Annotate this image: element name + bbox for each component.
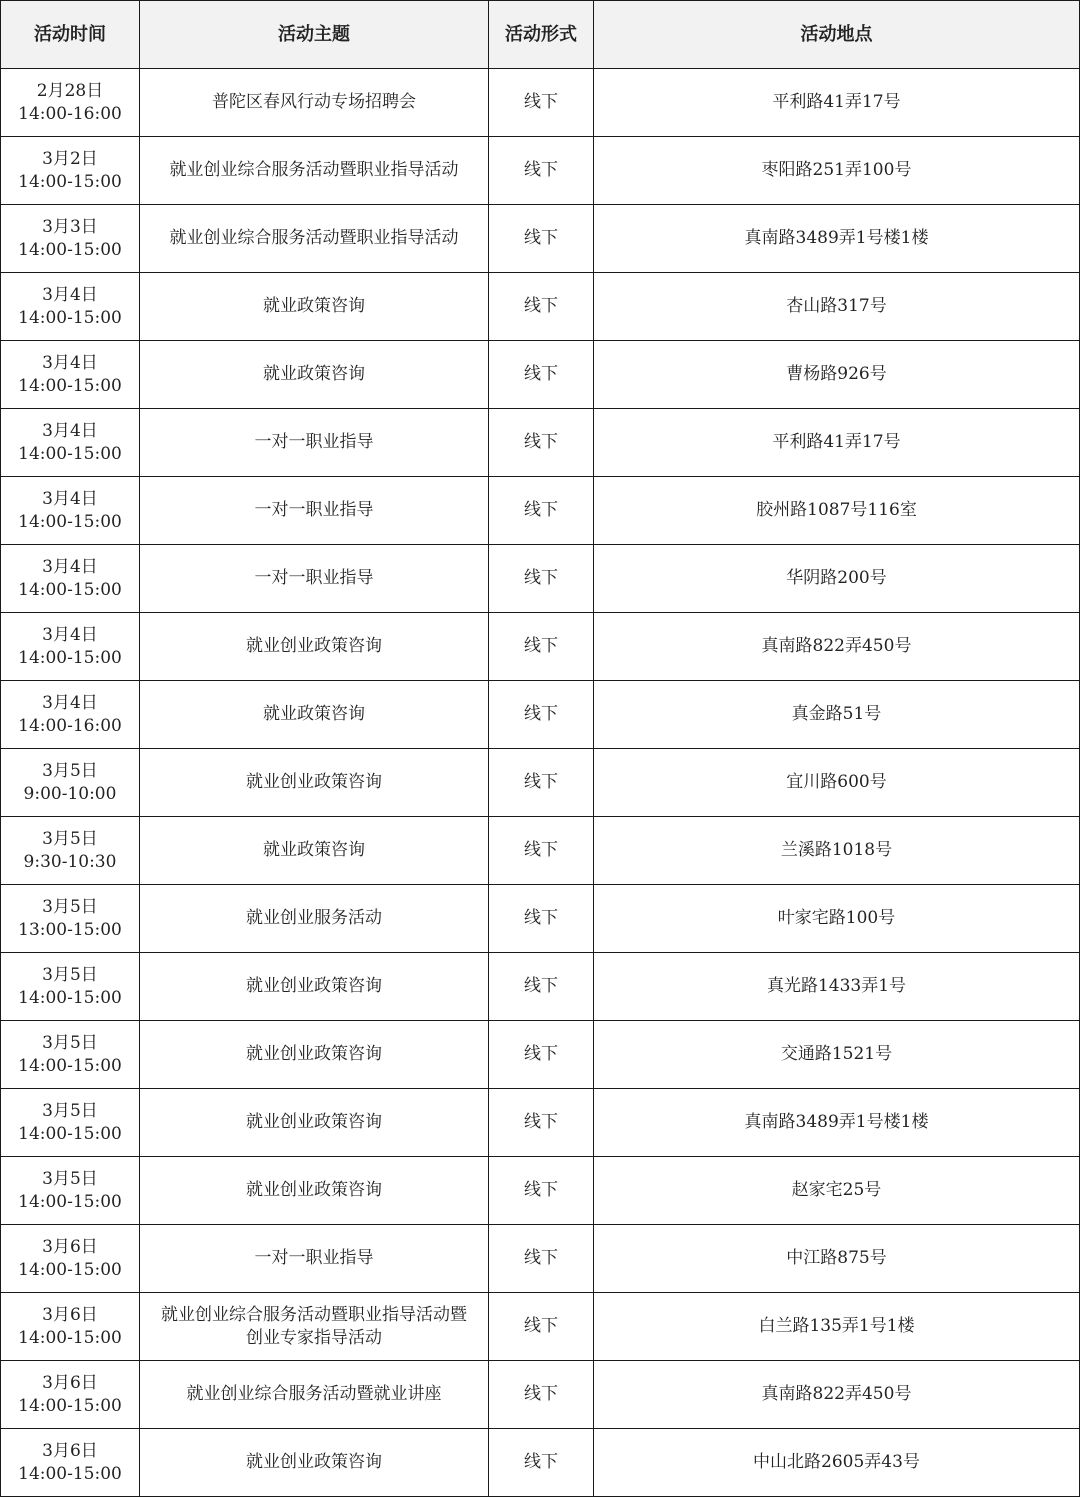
table-row [1,273,1080,341]
cell-theme [140,1089,489,1157]
table-row [1,1361,1080,1429]
cell-location: 中山北路2605弄43号 [594,1429,1080,1497]
activity-theme: 一对一职业指导 [254,500,374,520]
cell-location: 赵家宅25号 [594,1157,1080,1225]
activity-date: 3月4日 [42,488,98,509]
activity-time: 9:00-10:00 [23,783,117,804]
activity-time: 14:00-15:00 [18,375,122,396]
cell-format: 线下 [489,341,594,409]
cell-location: 真光路1433弄1号 [594,953,1080,1021]
cell-location: 中江路875号 [594,1225,1080,1293]
activity-theme: 普陀区春风行动专场招聘会 [212,92,416,112]
cell-time [1,205,140,273]
cell-location: 真南路3489弄1号楼1楼 [594,1089,1080,1157]
cell-theme [140,477,489,545]
cell-location: 平利路41弄17号 [594,409,1080,477]
cell-time [1,1089,140,1157]
table-row [1,953,1080,1021]
header-row [1,1,1080,69]
table-row [1,409,1080,477]
cell-time [1,1429,140,1497]
activity-theme: 就业创业综合服务活动暨职业指导活动暨 [161,1304,467,1325]
cell-location: 真南路3489弄1号楼1楼 [594,205,1080,273]
activity-date: 3月5日 [42,1100,98,1121]
activity-date: 3月5日 [42,1168,98,1189]
cell-format: 线下 [489,273,594,341]
cell-time [1,1021,140,1089]
cell-format: 线下 [489,953,594,1021]
cell-time [1,273,140,341]
table-row [1,681,1080,749]
cell-theme [140,273,489,341]
activity-time: 14:00-15:00 [18,1191,122,1212]
cell-theme [140,1293,489,1361]
activity-theme: 就业创业政策咨询 [246,772,382,792]
activity-time: 14:00-15:00 [18,171,122,192]
cell-location: 叶家宅路100号 [594,885,1080,953]
activity-time: 14:00-15:00 [18,1055,122,1076]
cell-format: 线下 [489,545,594,613]
cell-format: 线下 [489,1361,594,1429]
cell-theme [140,749,489,817]
activity-date: 3月5日 [42,828,98,849]
cell-location: 曹杨路926号 [594,341,1080,409]
cell-location: 杏山路317号 [594,273,1080,341]
cell-theme [140,817,489,885]
activity-date: 3月5日 [42,896,98,917]
cell-time [1,1225,140,1293]
activity-date: 3月4日 [42,624,98,645]
cell-location: 真南路822弄450号 [594,1361,1080,1429]
cell-time [1,69,140,137]
cell-format: 线下 [489,1293,594,1361]
cell-theme [140,681,489,749]
activity-theme: 一对一职业指导 [254,1248,374,1268]
activity-theme: 就业创业综合服务活动暨就业讲座 [186,1384,442,1404]
cell-time [1,1361,140,1429]
cell-time [1,1293,140,1361]
activity-theme: 一对一职业指导 [254,568,374,588]
cell-theme [140,69,489,137]
activity-time: 14:00-16:00 [18,103,122,124]
cell-theme [140,1429,489,1497]
cell-format: 线下 [489,1429,594,1497]
activity-date: 3月4日 [42,284,98,305]
activity-date: 3月2日 [42,148,98,169]
activity-time: 14:00-15:00 [18,1259,122,1280]
cell-time [1,817,140,885]
cell-location: 交通路1521号 [594,1021,1080,1089]
cell-time [1,409,140,477]
activity-time: 14:00-15:00 [18,443,122,464]
cell-time [1,749,140,817]
header-theme: 活动主题 [140,1,489,69]
table-row [1,1021,1080,1089]
activity-time: 14:00-15:00 [18,239,122,260]
activity-date: 3月5日 [42,1032,98,1053]
activity-date: 3月6日 [42,1372,98,1393]
cell-format: 线下 [489,681,594,749]
activity-time: 14:00-15:00 [18,1327,122,1348]
activity-theme: 就业创业综合服务活动暨职业指导活动 [169,228,459,248]
cell-time [1,545,140,613]
cell-theme [140,953,489,1021]
table-row [1,885,1080,953]
cell-format: 线下 [489,1089,594,1157]
cell-location: 平利路41弄17号 [594,69,1080,137]
cell-time [1,613,140,681]
activity-theme: 就业政策咨询 [263,704,365,724]
cell-location: 枣阳路251弄100号 [594,137,1080,205]
header-location: 活动地点 [594,1,1080,69]
activity-date: 3月4日 [42,352,98,373]
cell-location: 胶州路1087号116室 [594,477,1080,545]
table-row [1,749,1080,817]
activity-theme: 就业创业政策咨询 [246,636,382,656]
cell-theme [140,1361,489,1429]
activity-time: 14:00-15:00 [18,987,122,1008]
cell-format: 线下 [489,1225,594,1293]
cell-theme [140,1157,489,1225]
cell-time [1,137,140,205]
activity-time: 14:00-15:00 [18,1463,122,1484]
cell-format: 线下 [489,409,594,477]
activity-theme: 就业创业服务活动 [246,908,382,928]
activity-date: 3月4日 [42,556,98,577]
cell-format: 线下 [489,137,594,205]
cell-format: 线下 [489,613,594,681]
table-row [1,1225,1080,1293]
activity-date: 3月6日 [42,1236,98,1257]
table-row [1,1089,1080,1157]
cell-location: 真金路51号 [594,681,1080,749]
cell-theme [140,137,489,205]
activity-date: 3月4日 [42,692,98,713]
cell-location: 白兰路135弄1号1楼 [594,1293,1080,1361]
cell-theme [140,545,489,613]
activity-date: 3月6日 [42,1304,98,1325]
table-row [1,69,1080,137]
cell-format: 线下 [489,885,594,953]
activity-time: 14:00-15:00 [18,307,122,328]
activity-theme: 就业政策咨询 [263,296,365,316]
table-body [1,69,1080,1497]
cell-theme [140,885,489,953]
activity-date: 2月28日 [36,80,104,101]
cell-format: 线下 [489,69,594,137]
activity-time: 14:00-16:00 [18,715,122,736]
activity-theme: 就业创业政策咨询 [246,1112,382,1132]
table-row [1,137,1080,205]
table-row [1,1429,1080,1497]
cell-time [1,885,140,953]
activity-date: 3月5日 [42,760,98,781]
cell-theme [140,341,489,409]
table-row [1,545,1080,613]
header-time: 活动时间 [1,1,140,69]
activity-theme: 就业创业政策咨询 [246,1180,382,1200]
table-row [1,1157,1080,1225]
cell-location: 真南路822弄450号 [594,613,1080,681]
cell-format: 线下 [489,477,594,545]
cell-theme [140,205,489,273]
table-header [1,1,1080,69]
cell-time [1,953,140,1021]
activity-date: 3月3日 [42,216,98,237]
activity-time: 14:00-15:00 [18,511,122,532]
activity-theme: 就业政策咨询 [263,364,365,384]
cell-format: 线下 [489,817,594,885]
activity-time: 14:00-15:00 [18,579,122,600]
activity-theme: 就业创业政策咨询 [246,976,382,996]
table-row [1,613,1080,681]
table-row [1,341,1080,409]
activity-date: 3月6日 [42,1440,98,1461]
activity-time: 14:00-15:00 [18,1395,122,1416]
activity-theme: 一对一职业指导 [254,432,374,452]
cell-time [1,477,140,545]
header-format: 活动形式 [489,1,594,69]
cell-location: 宜川路600号 [594,749,1080,817]
table-row [1,817,1080,885]
cell-theme [140,1225,489,1293]
activity-theme: 就业政策咨询 [263,840,365,860]
cell-time [1,1157,140,1225]
activity-time: 14:00-15:00 [18,647,122,668]
cell-format: 线下 [489,1021,594,1089]
cell-theme [140,1021,489,1089]
activity-theme: 就业创业政策咨询 [246,1452,382,1472]
table-row [1,477,1080,545]
activity-theme: 就业创业政策咨询 [246,1044,382,1064]
cell-theme [140,613,489,681]
activity-theme: 就业创业综合服务活动暨职业指导活动 [169,160,459,180]
cell-time [1,341,140,409]
table-row [1,1293,1080,1361]
cell-format: 线下 [489,205,594,273]
activity-date: 3月4日 [42,420,98,441]
cell-location: 华阴路200号 [594,545,1080,613]
cell-format: 线下 [489,749,594,817]
activity-date: 3月5日 [42,964,98,985]
activity-time: 9:30-10:30 [23,851,117,872]
table-row [1,205,1080,273]
cell-theme [140,409,489,477]
cell-location: 兰溪路1018号 [594,817,1080,885]
activity-time: 14:00-15:00 [18,1123,122,1144]
activity-time: 13:00-15:00 [18,919,122,940]
activity-theme-continued: 创业专家指导活动 [246,1327,382,1348]
cell-format: 线下 [489,1157,594,1225]
cell-time [1,681,140,749]
